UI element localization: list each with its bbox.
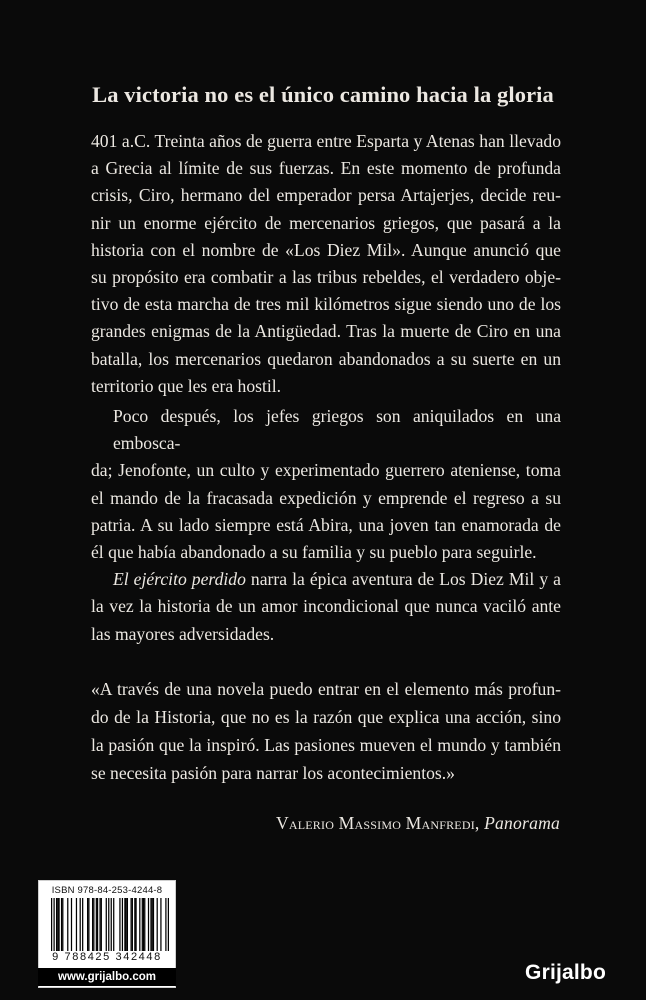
- synopsis-line: da; Jenofonte, un culto y experimentado guerrero ateniense, toma: [91, 460, 561, 481]
- synopsis: [91, 128, 561, 648]
- barcode-bar: [58, 898, 59, 951]
- barcode-bar: [150, 898, 151, 951]
- barcode-bar: [126, 898, 127, 951]
- barcode-bar: [152, 898, 153, 951]
- publisher-website: www.grijalbo.com: [38, 968, 176, 986]
- author-quote: [91, 675, 561, 787]
- barcode-bar: [71, 898, 72, 951]
- synopsis-line: a Grecia al límite de sus fuerzas. En este momento de profunda: [91, 158, 561, 179]
- barcode-bar: [106, 898, 107, 951]
- publisher-logo: Grijalbo: [525, 961, 606, 984]
- synopsis-line: historia con el nombre de «Los Diez Mil». Aunque anunció que: [91, 239, 561, 260]
- back-cover-tagline: La victoria no es el único camino hacia la gloria: [92, 82, 554, 107]
- barcode-bar: [96, 898, 97, 951]
- barcode-bar: [62, 898, 63, 951]
- barcode-bar: [108, 898, 109, 951]
- synopsis-line: grandes enigmas de la Antigüedad. Tras la muerte de Ciro en una: [91, 321, 561, 342]
- barcode-bar: [56, 898, 57, 951]
- barcode-icon: [51, 898, 169, 951]
- isbn-label: ISBN 978-84-253-4244-8: [51, 885, 163, 896]
- barcode-bar: [53, 898, 54, 951]
- synopsis-line: su propósito era combatir a las tribus rebeldes, el verdadero obje-: [91, 267, 561, 288]
- barcode-bar: [76, 898, 77, 951]
- quote-attribution: [276, 813, 560, 834]
- barcode-bar: [153, 898, 154, 951]
- attribution-separator: ,: [474, 813, 485, 833]
- attribution-author: Valerio Massimo Manfredi: [275, 813, 475, 833]
- barcode-bar: [124, 898, 125, 951]
- synopsis-line: 401 a.C. Treinta años de guerra entre Esparta y Atenas han llevado: [91, 131, 561, 151]
- quote-line: se necesita pasión para narrar los acontecimientos.»: [91, 763, 455, 783]
- barcode-bar: [51, 898, 52, 951]
- barcode-bar: [61, 898, 62, 951]
- synopsis-line: él que había abandonado a su familia y su pueblo para seguirle.: [91, 542, 537, 563]
- barcode-bar: [143, 898, 144, 951]
- barcode-bar: [127, 898, 128, 951]
- barcode-bar: [119, 898, 120, 951]
- quote-line: la pasión que la inspiró. Las pasiones mueven el mundo y también: [91, 735, 561, 755]
- synopsis-line: nir un enorme ejército de mercenarios griegos, que pasará a la: [91, 212, 561, 233]
- synopsis-paragraph-2: [91, 403, 561, 566]
- synopsis-line: las mayores adversidades.: [91, 623, 275, 644]
- synopsis-line: el mando de la fracasada expedición y emprende el regreso a su: [91, 487, 561, 508]
- barcode-bar: [99, 898, 100, 951]
- barcode-bar: [134, 898, 135, 951]
- barcode-bar: [135, 898, 136, 951]
- barcode-bar: [142, 898, 143, 951]
- barcode-bar: [92, 898, 93, 951]
- barcode-bar: [97, 898, 98, 951]
- synopsis-line: patria. A su lado siempre está Abira, una joven tan enamorada de: [91, 514, 561, 535]
- synopsis-line-rest: narra la épica aventura de Los Diez Mil y a: [245, 569, 561, 590]
- synopsis-line: crisis, Ciro, hermano del emperador persa Artajerjes, decide reu-: [91, 185, 561, 206]
- barcode-bar: [148, 898, 149, 951]
- synopsis-line: [91, 566, 561, 593]
- quote-line: do de la Historia, que no es la razón que explica una acción, sino: [91, 707, 561, 727]
- barcode-bar: [111, 898, 112, 951]
- barcode-bar: [130, 898, 131, 951]
- barcode-bar: [113, 898, 114, 951]
- synopsis-line: batalla, los mercenarios quedaron abandonados a su suerte en un: [91, 348, 561, 369]
- barcode-bar: [168, 898, 169, 951]
- barcode-bar: [67, 898, 68, 951]
- barcode-bar: [101, 898, 102, 951]
- barcode-bar: [82, 898, 83, 951]
- barcode-bar: [157, 898, 158, 951]
- barcode-bar: [144, 898, 145, 951]
- barcode-bar: [165, 898, 166, 951]
- barcode-bar: [139, 898, 140, 951]
- synopsis-line: territorio que les era hostil.: [91, 375, 282, 396]
- barcode-bar: [87, 898, 88, 951]
- barcode-bar: [80, 898, 81, 951]
- barcode-bar: [122, 898, 123, 951]
- barcode-bar: [88, 898, 89, 951]
- barcode-bar: [132, 898, 133, 951]
- barcode-bar: [160, 898, 161, 951]
- synopsis-paragraph-1: [91, 128, 561, 400]
- book-title: El ejército perdido: [113, 569, 246, 590]
- synopsis-line: Poco después, los jefes griegos son aniquilados en una embosca-: [113, 406, 561, 454]
- synopsis-line: la vez la historia de un amor incondicional que nunca vaciló ante: [91, 596, 561, 617]
- synopsis-paragraph-3: [91, 566, 561, 648]
- barcode-bar: [93, 898, 94, 951]
- synopsis-line: tivo de esta marcha de tres mil kilómetros sigue siendo uno de los: [91, 294, 561, 315]
- ean-digits: 9 788425 342448: [52, 951, 162, 963]
- barcode-bar: [57, 898, 58, 951]
- attribution-source: Panorama: [484, 813, 560, 833]
- quote-line: «A través de una novela puedo entrar en el elemento más profun-: [91, 679, 561, 699]
